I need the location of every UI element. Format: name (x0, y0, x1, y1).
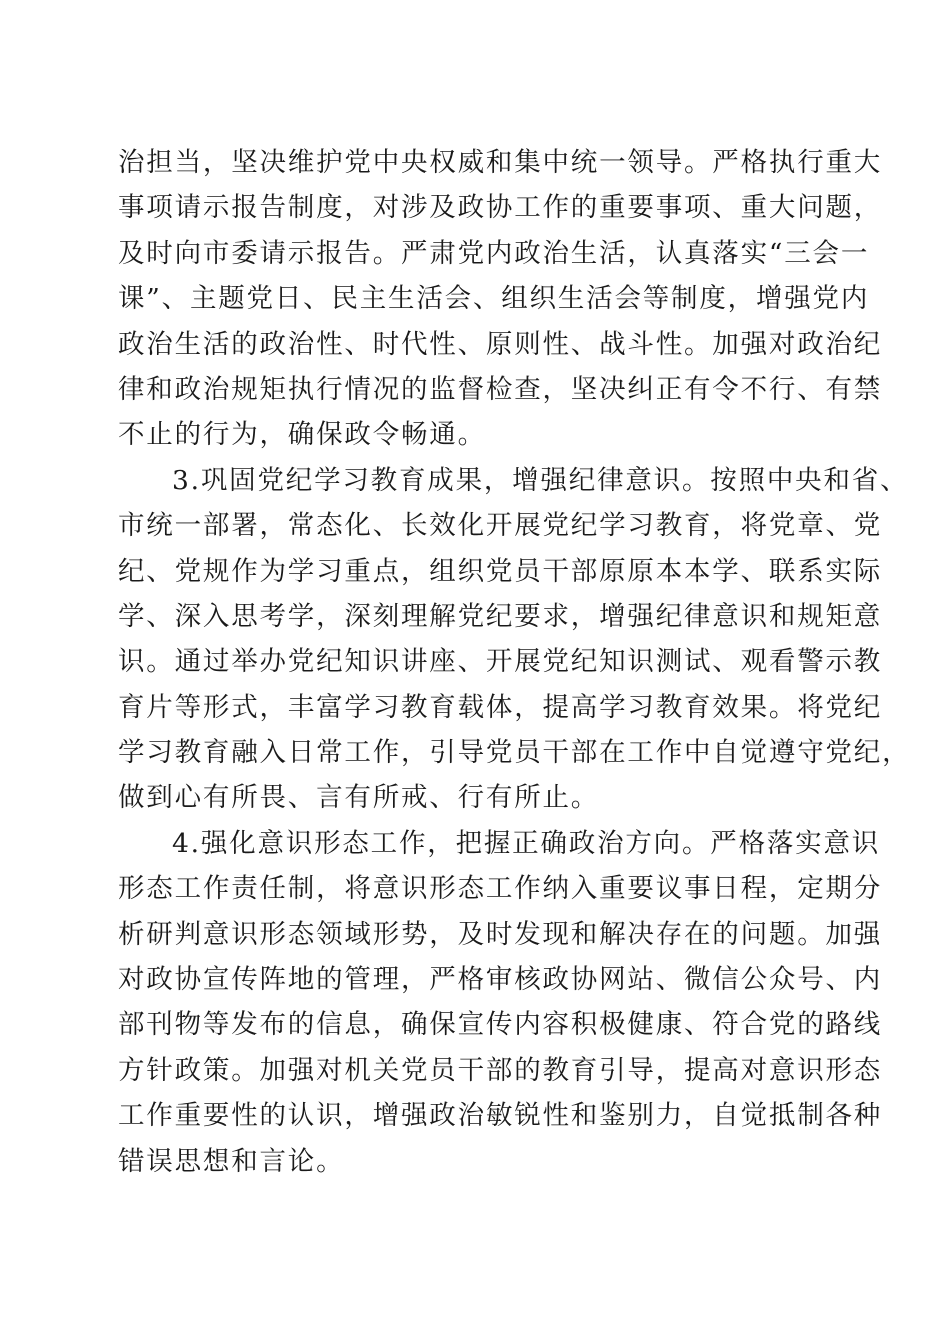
text-line: 及时向市委请示报告。严肃党内政治生活，认真落实“三会一 (118, 237, 870, 269)
text-line: 部刊物等发布的信息，确保宣传内容积极健康、符合党的路线 (118, 1009, 883, 1041)
text-line: 识。通过举办党纪知识讲座、开展党纪知识测试、观看警示教 (118, 646, 883, 678)
paragraph-3-start-line: 3.巩固党纪学习教育成果，增强纪律意识。按照中央和省、 (172, 464, 909, 496)
text-line: 不止的行为，确保政令畅通。 (118, 419, 486, 451)
text-line: 纪、党规作为学习重点，组织党员干部原原本本学、联系实际 (118, 555, 883, 587)
text-line: 对政协宣传阵地的管理，严格审核政协网站、微信公众号、内 (118, 964, 883, 996)
text-line: 析研判意识形态领域形势，及时发现和解决存在的问题。加强 (118, 918, 883, 950)
text-line: 做到心有所畏、言有所戒、行有所止。 (118, 782, 600, 814)
text-line: 工作重要性的认识，增强政治敏锐性和鉴别力，自觉抵制各种 (118, 1100, 883, 1132)
text-line: 治担当，坚决维护党中央权威和集中统一领导。严格执行重大 (118, 147, 883, 178)
paragraph-4-start-line: 4.强化意识形态工作，把握正确政治方向。严格落实意识 (172, 827, 881, 859)
text-line: 学习教育融入日常工作，引导党员干部在工作中自觉遵守党纪， (118, 737, 911, 769)
text-line: 律和政治规矩执行情况的监督检查，坚决纠正有令不行、有禁 (118, 373, 883, 405)
text-line: 学、深入思考学，深刻理解党纪要求，增强纪律意识和规矩意 (118, 600, 883, 632)
text-line: 课”、主题党日、民主生活会、组织生活会等制度，增强党内 (118, 283, 870, 315)
text-line: 事项请示报告制度，对涉及政协工作的重要事项、重大问题， (118, 192, 883, 224)
text-line: 形态工作责任制，将意识形态工作纳入重要议事日程，定期分 (118, 873, 883, 905)
text-line: 方针政策。加强对机关党员干部的教育引导，提高对意识形态 (118, 1054, 883, 1086)
text-line: 政治生活的政治性、时代性、原则性、战斗性。加强对政治纪 (118, 328, 883, 360)
text-line: 市统一部署，常态化、长效化开展党纪学习教育，将党章、党 (118, 510, 883, 542)
text-line: 错误思想和言论。 (118, 1145, 345, 1177)
document-body (118, 140, 911, 1184)
text-line: 育片等形式，丰富学习教育载体，提高学习教育效果。将党纪 (118, 691, 883, 723)
